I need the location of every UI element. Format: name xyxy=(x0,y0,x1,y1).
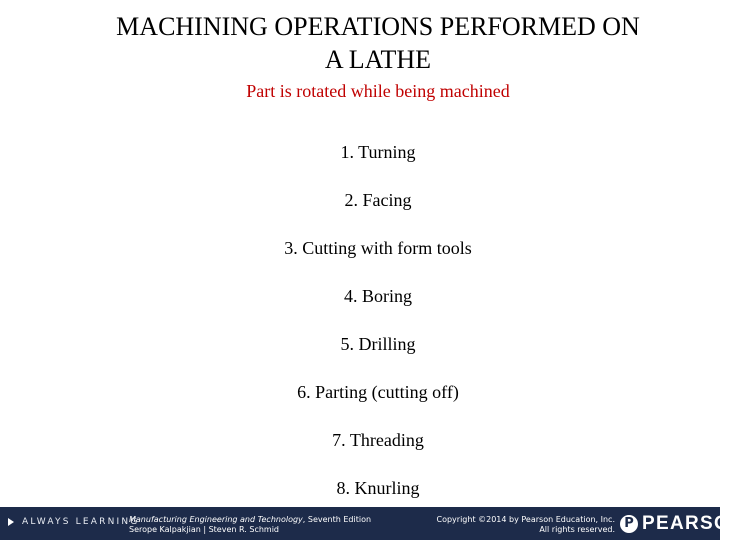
slide-subtitle: Part is rotated while being machined xyxy=(246,81,510,101)
book-title: Manufacturing Engineering and Technology xyxy=(129,515,303,524)
copyright-line-2: All rights reserved. xyxy=(539,525,615,534)
operation-item-knurling: 8. Knurling xyxy=(336,478,420,498)
operation-item-boring: 4. Boring xyxy=(343,286,412,306)
book-title-line xyxy=(129,515,371,525)
tagline-text: ALWAYS LEARNING xyxy=(22,517,140,527)
operation-item-facing: 2. Facing xyxy=(344,190,412,210)
copyright-notice xyxy=(412,515,615,535)
copyright-line-1: Copyright ©2014 by Pearson Education, Inc. xyxy=(436,515,615,524)
footer-bar xyxy=(0,507,745,540)
operation-item-form-tools: 3. Cutting with form tools xyxy=(284,238,472,258)
operation-item-turning: 1. Turning xyxy=(340,142,416,162)
slide-title xyxy=(40,10,716,76)
operation-item-threading: 7. Threading xyxy=(332,430,424,450)
pearson-mark-icon: P xyxy=(620,515,638,533)
book-info xyxy=(129,515,371,535)
book-authors: Serope Kalpakjian | Steven R. Schmid xyxy=(129,525,279,534)
slide-title-line-2: A LATHE xyxy=(324,45,432,74)
operation-item-drilling: 5. Drilling xyxy=(340,334,416,354)
always-learning-tagline xyxy=(8,517,140,527)
pearson-logo xyxy=(620,513,745,535)
operations-list xyxy=(40,141,716,525)
slide-title-line-1: MACHINING OPERATIONS PERFORMED ON xyxy=(116,12,640,41)
operation-item-parting: 6. Parting (cutting off) xyxy=(297,382,459,402)
publisher-name: PEARSON xyxy=(642,513,745,534)
book-edition: , Seventh Edition xyxy=(302,515,372,524)
arrow-icon xyxy=(8,518,14,526)
